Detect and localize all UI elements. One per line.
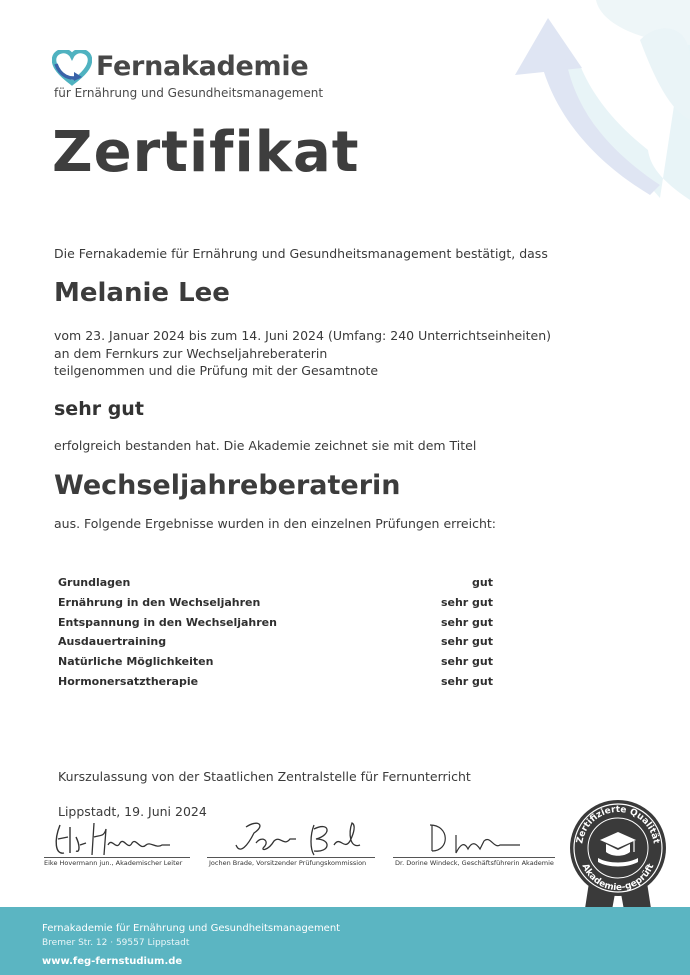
result-grade: sehr gut bbox=[440, 674, 493, 688]
period-line: teilgenommen und die Prüfung mit der Gesamtnote bbox=[54, 363, 379, 378]
period-line: an dem Fernkurs zur Wechseljahreberaterin bbox=[54, 345, 328, 361]
result-subject: Ausdauertraining bbox=[58, 635, 167, 649]
signature-label: Dr. Dorine Windeck, Geschäftsführerin Akademie bbox=[395, 859, 554, 867]
heart-arrows-icon bbox=[52, 50, 92, 86]
brand-subtitle: für Ernährung und Gesundheitsmanagement bbox=[54, 86, 324, 100]
result-subject: Grundlagen bbox=[58, 576, 131, 589]
signature-3 bbox=[420, 815, 540, 860]
signature-1 bbox=[50, 815, 190, 860]
footer-address: Bremer Str. 12 · 59557 Lippstadt bbox=[42, 938, 190, 948]
result-row bbox=[58, 655, 493, 675]
result-row bbox=[58, 675, 493, 695]
page-title: Zertifikat bbox=[52, 120, 360, 185]
signature-line bbox=[44, 857, 190, 858]
result-row bbox=[58, 596, 493, 616]
overall-grade: sehr gut bbox=[54, 398, 144, 420]
period-line: vom 23. Januar 2024 bis zum 14. Juni 2024 (Umfang: 240 Unterrichtseinheiten) bbox=[54, 328, 552, 343]
seal-top-text: Zertifizierte Qualität bbox=[575, 804, 661, 845]
signature-label: Eike Hovermann jun., Akademischer Leiter bbox=[44, 859, 183, 867]
result-grade: sehr gut bbox=[440, 595, 493, 609]
result-grade: sehr gut bbox=[440, 615, 493, 629]
period-text bbox=[54, 327, 551, 380]
approval-text: Kurszulassung von der Staatlichen Zentralstelle für Fernunterricht bbox=[58, 769, 471, 784]
awarded-title: Wechseljahreberaterin bbox=[54, 470, 401, 501]
result-row bbox=[58, 616, 493, 636]
result-grade: gut bbox=[472, 576, 493, 589]
result-subject: Ernährung in den Wechseljahren bbox=[58, 595, 261, 609]
recipient-name: Melanie Lee bbox=[54, 278, 230, 308]
result-row bbox=[58, 635, 493, 655]
results-intro: aus. Folgende Ergebnisse wurden in den einzelnen Prüfungen erreicht: bbox=[54, 516, 496, 531]
signature-2 bbox=[232, 815, 372, 860]
result-grade: sehr gut bbox=[440, 655, 493, 669]
signature-line bbox=[393, 857, 555, 858]
seal-bottom-text: Akademie-geprüft bbox=[579, 862, 657, 894]
place-date: Lippstadt, 19. Juni 2024 bbox=[58, 804, 207, 819]
result-subject: Hormonersatztherapie bbox=[58, 674, 199, 688]
result-subject: Entspannung in den Wechseljahren bbox=[58, 615, 277, 629]
confirmation-text: Die Fernakademie für Ernährung und Gesundheitsmanagement bestätigt, dass bbox=[54, 246, 548, 261]
footer-name: Fernakademie für Ernährung und Gesundheitsmanagement bbox=[42, 923, 341, 934]
signature-line bbox=[207, 857, 375, 858]
result-row bbox=[58, 576, 493, 596]
results-table bbox=[58, 576, 493, 695]
result-grade: sehr gut bbox=[440, 635, 493, 649]
result-subject: Natürliche Möglichkeiten bbox=[58, 655, 214, 669]
passed-text: erfolgreich bestanden hat. Die Akademie zeichnet sie mit dem Titel bbox=[54, 438, 477, 453]
signature-label: Jochen Brade, Vorsitzender Prüfungskommission bbox=[209, 859, 367, 867]
footer-website-link[interactable]: www.feg-fernstudium.de bbox=[42, 956, 183, 967]
brand-name: Fernakademie bbox=[96, 51, 309, 82]
